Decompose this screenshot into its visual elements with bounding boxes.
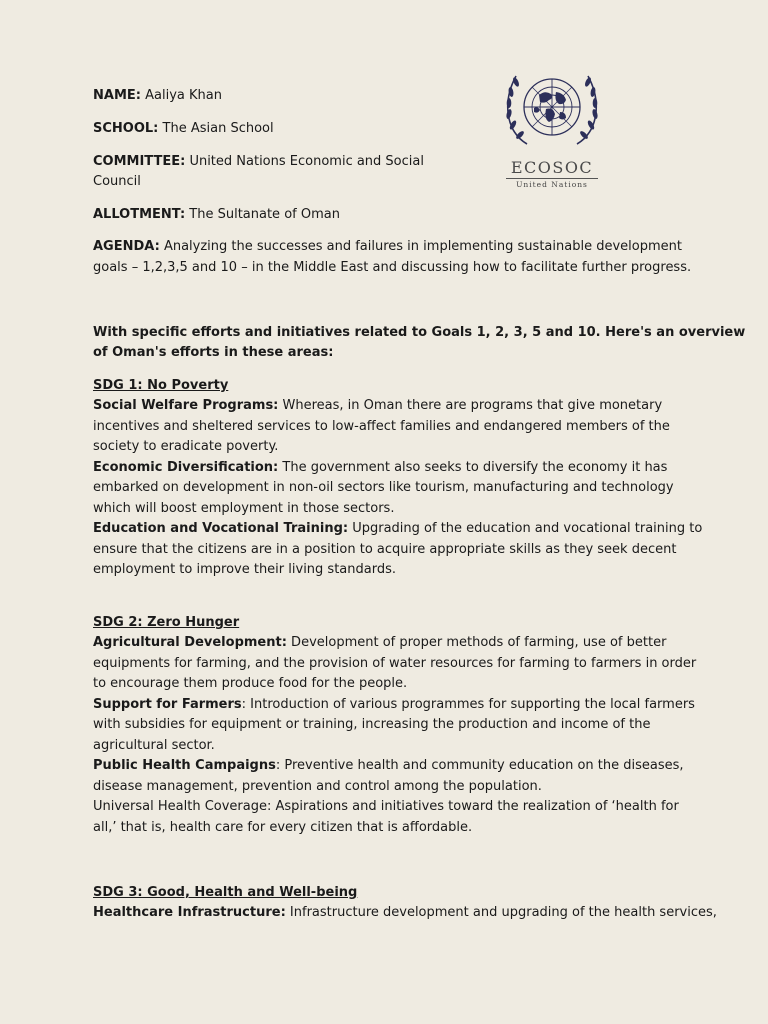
agenda-label: AGENDA: <box>93 239 160 254</box>
sdg3-p1-text: Infrastructure development and upgrading of the health services, <box>285 905 717 920</box>
committee-line <box>93 152 424 173</box>
sdg1-p3-text: Upgrading of the education and vocational training to <box>348 521 703 536</box>
school-value: The Asian School <box>162 121 274 136</box>
sdg2-p2-text: : Introduction of various programmes for supporting the local farmers <box>241 697 695 712</box>
sdg1-p3-line-1 <box>93 519 702 540</box>
sdg2-p1-text: Development of proper methods of farming, use of better <box>286 635 667 650</box>
sdg2-p2-line-3: agricultural sector. <box>93 738 215 753</box>
sdg1-p2-line-1 <box>93 458 667 479</box>
sdg1-p1-line-2: incentives and sheltered services to low-affect families and endangered members of the <box>93 419 670 434</box>
logo-divider <box>506 178 598 179</box>
sdg1-p1-label: Social Welfare Programs: <box>93 398 279 413</box>
school-label: SCHOOL: <box>93 121 159 136</box>
sdg2-p4-line-2: all,’ that is, health care for every citizen that is affordable. <box>93 820 473 835</box>
sdg1-p1-line-3: society to eradicate poverty. <box>93 439 279 454</box>
sdg2-heading: SDG 2: Zero Hunger <box>93 615 240 630</box>
allotment-line <box>93 205 340 226</box>
name-label: NAME: <box>93 88 141 103</box>
committee-value: United Nations Economic and Social <box>189 154 424 169</box>
agenda-value: Analyzing the successes and failures in implementing sustainable development <box>163 239 682 254</box>
sdg2-p1-label: Agricultural Development: <box>93 635 287 650</box>
sdg1-p3-line-2: ensure that the citizens are in a position to acquire appropriate skills as they seek decent <box>93 542 677 557</box>
sdg1-p3-label: Education and Vocational Training: <box>93 521 349 536</box>
sdg2-p4-line-1: Universal Health Coverage: Aspirations and initiatives toward the realization of ‘health for <box>93 799 679 814</box>
sdg2-p1-line-3: to encourage them produce food for the people. <box>93 676 408 691</box>
intro-line-2: of Oman's efforts in these areas: <box>93 345 334 360</box>
sdg3-p1-label: Healthcare Infrastructure: <box>93 905 286 920</box>
un-emblem-icon <box>494 62 610 158</box>
sdg2-p3-line-1 <box>93 756 684 777</box>
sdg2-p3-line-2: disease management, prevention and control among the population. <box>93 779 542 794</box>
name-line <box>93 86 222 107</box>
sdg1-p2-label: Economic Diversification: <box>93 460 279 475</box>
sdg3-p1-line-1 <box>93 903 717 924</box>
committee-line-2: Council <box>93 174 141 189</box>
sdg3-heading: SDG 3: Good, Health and Well-being <box>93 885 358 900</box>
sdg2-p3-text: : Preventive health and community education on the diseases, <box>275 758 684 773</box>
sdg1-heading: SDG 1: No Poverty <box>93 378 229 393</box>
sdg1-p2-line-2: embarked on development in non-oil sectors like tourism, manufacturing and technology <box>93 480 674 495</box>
allotment-value: The Sultanate of Oman <box>189 207 340 222</box>
sdg1-p1-line-1 <box>93 396 662 417</box>
logo-subtitle: United Nations <box>516 180 588 189</box>
sdg1-p3-line-3: employment to improve their living standards. <box>93 562 396 577</box>
sdg2-p2-label: Support for Farmers <box>93 697 242 712</box>
sdg1-p2-line-3: which will boost employment in those sectors. <box>93 501 395 516</box>
school-line <box>93 119 274 140</box>
sdg1-p2-text: The government also seeks to diversify the economy it has <box>278 460 668 475</box>
ecosoc-logo <box>494 62 610 192</box>
sdg2-p3-label: Public Health Campaigns <box>93 758 276 773</box>
sdg2-p2-line-1 <box>93 695 695 716</box>
name-value: Aaliya Khan <box>145 88 222 103</box>
sdg2-p1-line-2: equipments for farming, and the provision of water resources for farming to farmers in order <box>93 656 697 671</box>
committee-label: COMMITTEE: <box>93 154 186 169</box>
agenda-line-2: goals – 1,2,3,5 and 10 – in the Middle East and discussing how to facilitate further progress. <box>93 260 692 275</box>
intro-line-1: With specific efforts and initiatives related to Goals 1, 2, 3, 5 and 10. Here's an overview <box>93 325 746 340</box>
agenda-line <box>93 237 682 258</box>
allotment-label: ALLOTMENT: <box>93 207 186 222</box>
sdg1-p1-text: Whereas, in Oman there are programs that give monetary <box>278 398 663 413</box>
sdg2-p1-line-1 <box>93 633 666 654</box>
logo-title: ECOSOC <box>510 158 594 177</box>
sdg2-p2-line-2: with subsidies for equipment or training, increasing the production and income of the <box>93 717 651 732</box>
